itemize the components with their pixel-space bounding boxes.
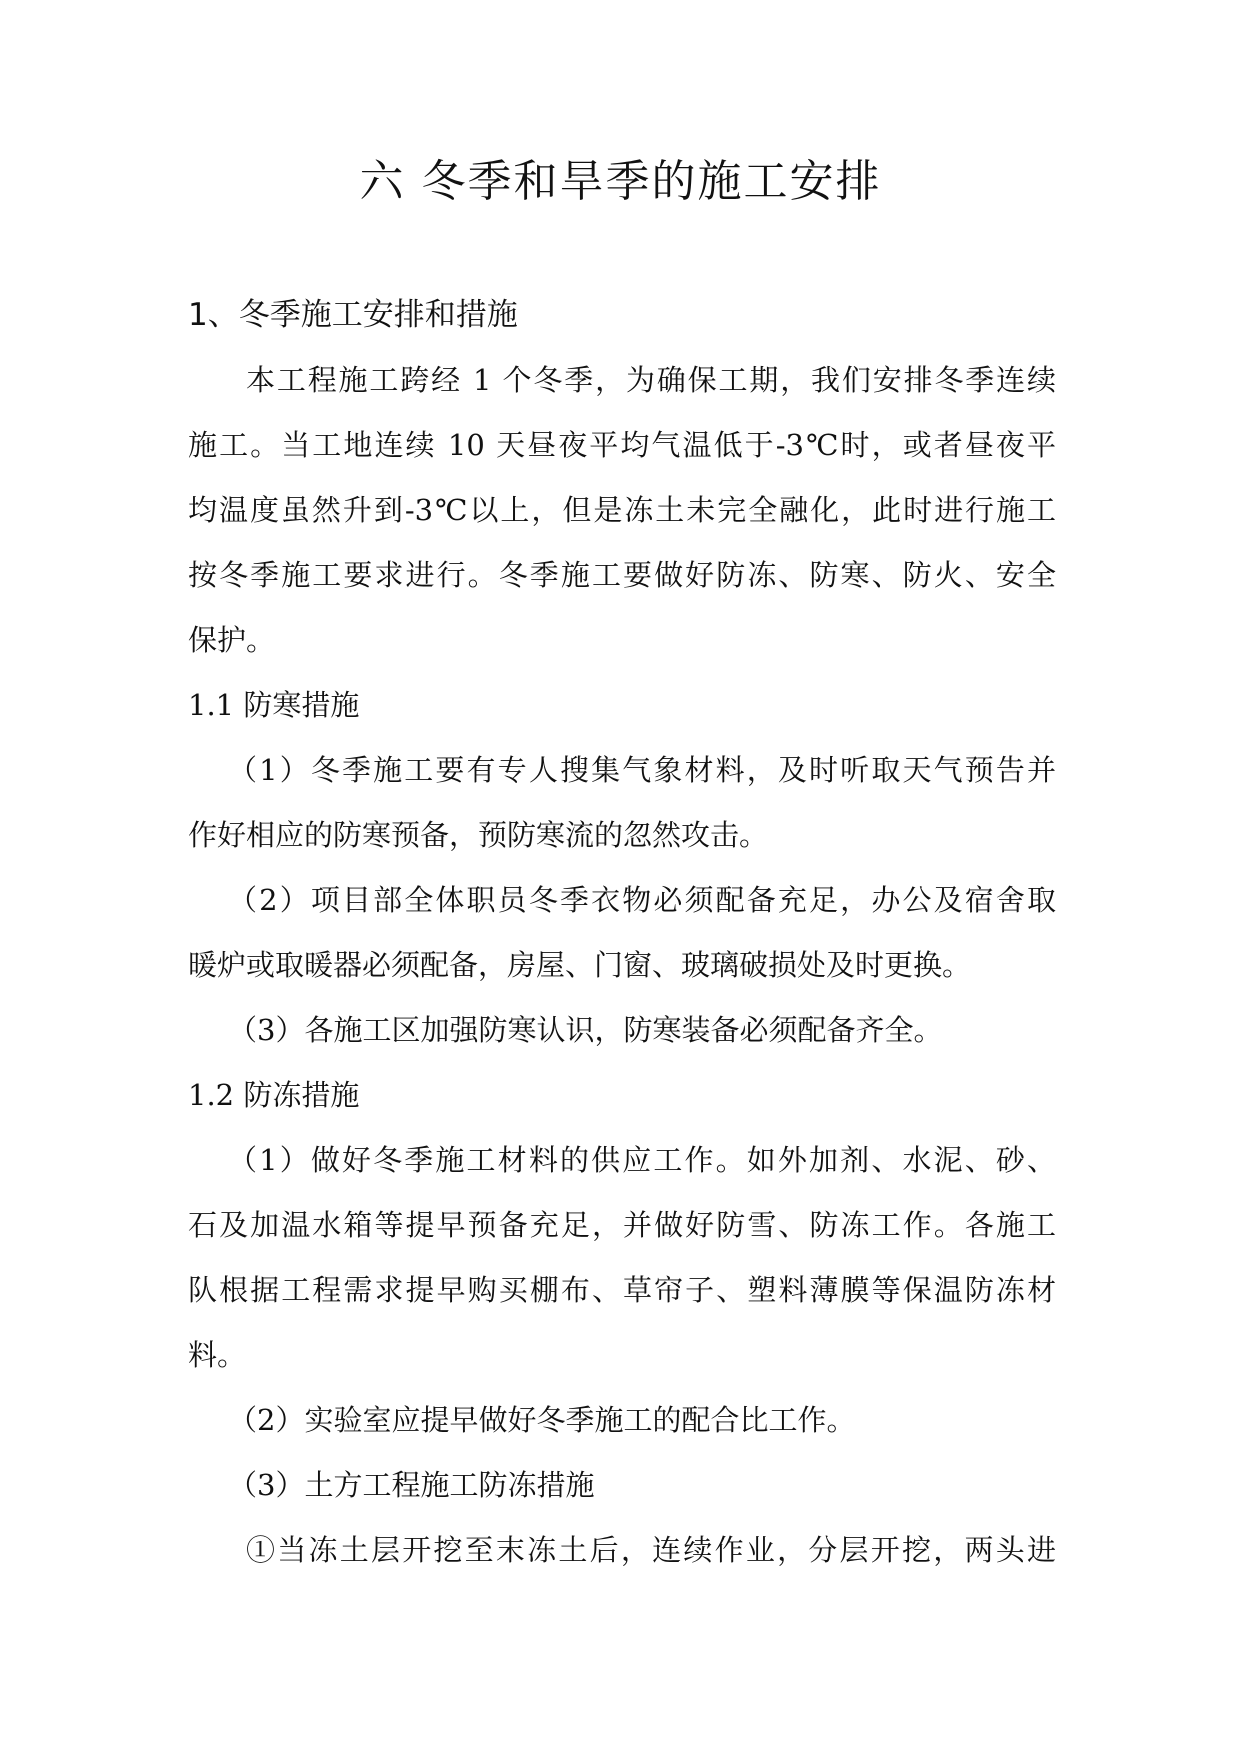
list-item-line: ①当冻土层开挖至末冻土后，连续作业，分层开挖，两头进 [246, 1533, 1056, 1567]
paragraph-line: 施工。当工地连续 10 天昼夜平均气温低于-3℃时，或者昼夜平 [188, 428, 1056, 462]
paragraph-line: 均温度虽然升到-3℃以上，但是冻土未完全融化，此时进行施工 [188, 493, 1056, 527]
list-item-line: （3）各施工区加强防寒认识，防寒装备必须配备齐全。 [228, 1013, 943, 1047]
section-heading-winter: 1、冬季施工安排和措施 [188, 297, 518, 333]
list-item-line: （1）冬季施工要有专人搜集气象材料，及时听取天气预告并 [228, 753, 1056, 787]
list-item-line: （2）项目部全体职员冬季衣物必须配备充足，办公及宿舍取 [228, 883, 1056, 917]
list-item-line: 石及加温水箱等提早预备充足，并做好防雪、防冻工作。各施工 [188, 1208, 1056, 1242]
document-title: 六 冬季和旱季的施工安排 [359, 156, 882, 207]
list-item-line: （2）实验室应提早做好冬季施工的配合比工作。 [228, 1403, 856, 1437]
list-item-line: 暖炉或取暖器必须配备，房屋、门窗、玻璃破损处及时更换。 [188, 948, 972, 982]
paragraph-line: 保护。 [188, 623, 276, 657]
document-body [188, 283, 1056, 1583]
list-item-line: （3）土方工程施工防冻措施 [228, 1468, 595, 1502]
subheading-cold-protection: 1.1 防寒措施 [188, 688, 360, 722]
list-item-line: 料。 [188, 1338, 247, 1372]
list-item-line: 作好相应的防寒预备，预防寒流的忽然攻击。 [188, 818, 769, 852]
paragraph-line: 本工程施工跨经 1 个冬季，为确保工期，我们安排冬季连续 [246, 363, 1056, 397]
list-item-line: 队根据工程需求提早购买棚布、草帘子、塑料薄膜等保温防冻材 [188, 1273, 1056, 1307]
paragraph-line: 按冬季施工要求进行。冬季施工要做好防冻、防寒、防火、安全 [188, 558, 1056, 592]
subheading-antifreeze: 1.2 防冻措施 [188, 1078, 360, 1112]
list-item-line: （1）做好冬季施工材料的供应工作。如外加剂、水泥、砂、 [228, 1143, 1056, 1177]
